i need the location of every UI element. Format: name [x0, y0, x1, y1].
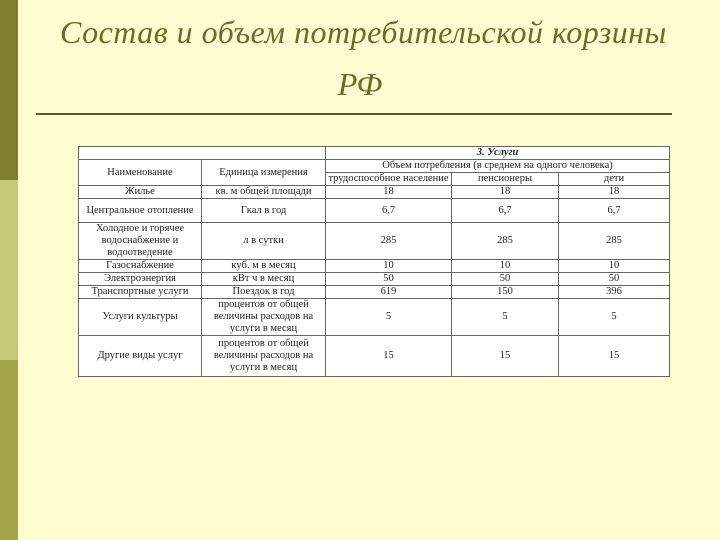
- header-name: Наименование: [79, 160, 202, 186]
- title-divider: [36, 113, 672, 115]
- row-children: 50: [559, 273, 670, 286]
- row-pensioners: 10: [452, 260, 559, 273]
- row-name: Холодное и горячее водоснабжение и водоотведение: [79, 223, 202, 260]
- row-working: 10: [326, 260, 452, 273]
- row-unit: Гкал в год: [202, 199, 326, 223]
- table-header-row: [79, 160, 670, 173]
- row-children: 6,7: [559, 199, 670, 223]
- consumer-basket-table: [78, 146, 670, 377]
- table-row: [79, 273, 670, 286]
- table-section-row: [79, 147, 670, 160]
- row-unit: Поездок в год: [202, 286, 326, 299]
- row-children: 15: [559, 336, 670, 377]
- table-row: [79, 286, 670, 299]
- row-pensioners: 50: [452, 273, 559, 286]
- decorative-bar-bottom: [0, 360, 18, 540]
- row-pensioners: 18: [452, 186, 559, 199]
- table-row: [79, 336, 670, 377]
- row-name: Другие виды услуг: [79, 336, 202, 377]
- table-row: [79, 299, 670, 336]
- header-children: дети: [559, 173, 670, 186]
- row-working: 50: [326, 273, 452, 286]
- row-unit: процентов от общей величины расходов на услуги в месяц: [202, 299, 326, 336]
- row-children: 285: [559, 223, 670, 260]
- row-pensioners: 6,7: [452, 199, 559, 223]
- header-volume: Объем потребления (в среднем на одного человека): [326, 160, 670, 173]
- row-name: Электроэнергия: [79, 273, 202, 286]
- row-pensioners: 150: [452, 286, 559, 299]
- row-name: Транспортные услуги: [79, 286, 202, 299]
- section-title: 3. Услуги: [326, 147, 670, 160]
- row-children: 10: [559, 260, 670, 273]
- header-working: трудоспособное население: [326, 173, 452, 186]
- row-pensioners: 15: [452, 336, 559, 377]
- row-name: Центральное отопление: [79, 199, 202, 223]
- row-working: 5: [326, 299, 452, 336]
- row-pensioners: 5: [452, 299, 559, 336]
- row-unit: л в сутки: [202, 223, 326, 260]
- row-children: 5: [559, 299, 670, 336]
- slide-title: Состав и объем потребительской корзины: [60, 14, 667, 50]
- row-unit: кв. м общей площади: [202, 186, 326, 199]
- row-name: Газоснабжение: [79, 260, 202, 273]
- table-row: [79, 199, 670, 223]
- slide-subtitle: РФ: [337, 66, 383, 102]
- row-working: 6,7: [326, 199, 452, 223]
- row-unit: кВт ч в месяц: [202, 273, 326, 286]
- row-working: 285: [326, 223, 452, 260]
- row-children: 396: [559, 286, 670, 299]
- table-row: [79, 260, 670, 273]
- row-name: Услуги культуры: [79, 299, 202, 336]
- row-working: 619: [326, 286, 452, 299]
- row-name: Жилье: [79, 186, 202, 199]
- row-working: 18: [326, 186, 452, 199]
- table-row: [79, 223, 670, 260]
- decorative-bar-middle: [0, 180, 18, 360]
- table-row: [79, 186, 670, 199]
- row-working: 15: [326, 336, 452, 377]
- row-unit: куб. м в месяц: [202, 260, 326, 273]
- row-unit: процентов от общей величины расходов на услуги в месяц: [202, 336, 326, 377]
- header-unit: Единица измерения: [202, 160, 326, 186]
- row-pensioners: 285: [452, 223, 559, 260]
- header-pensioners: пенсионеры: [452, 173, 559, 186]
- row-children: 18: [559, 186, 670, 199]
